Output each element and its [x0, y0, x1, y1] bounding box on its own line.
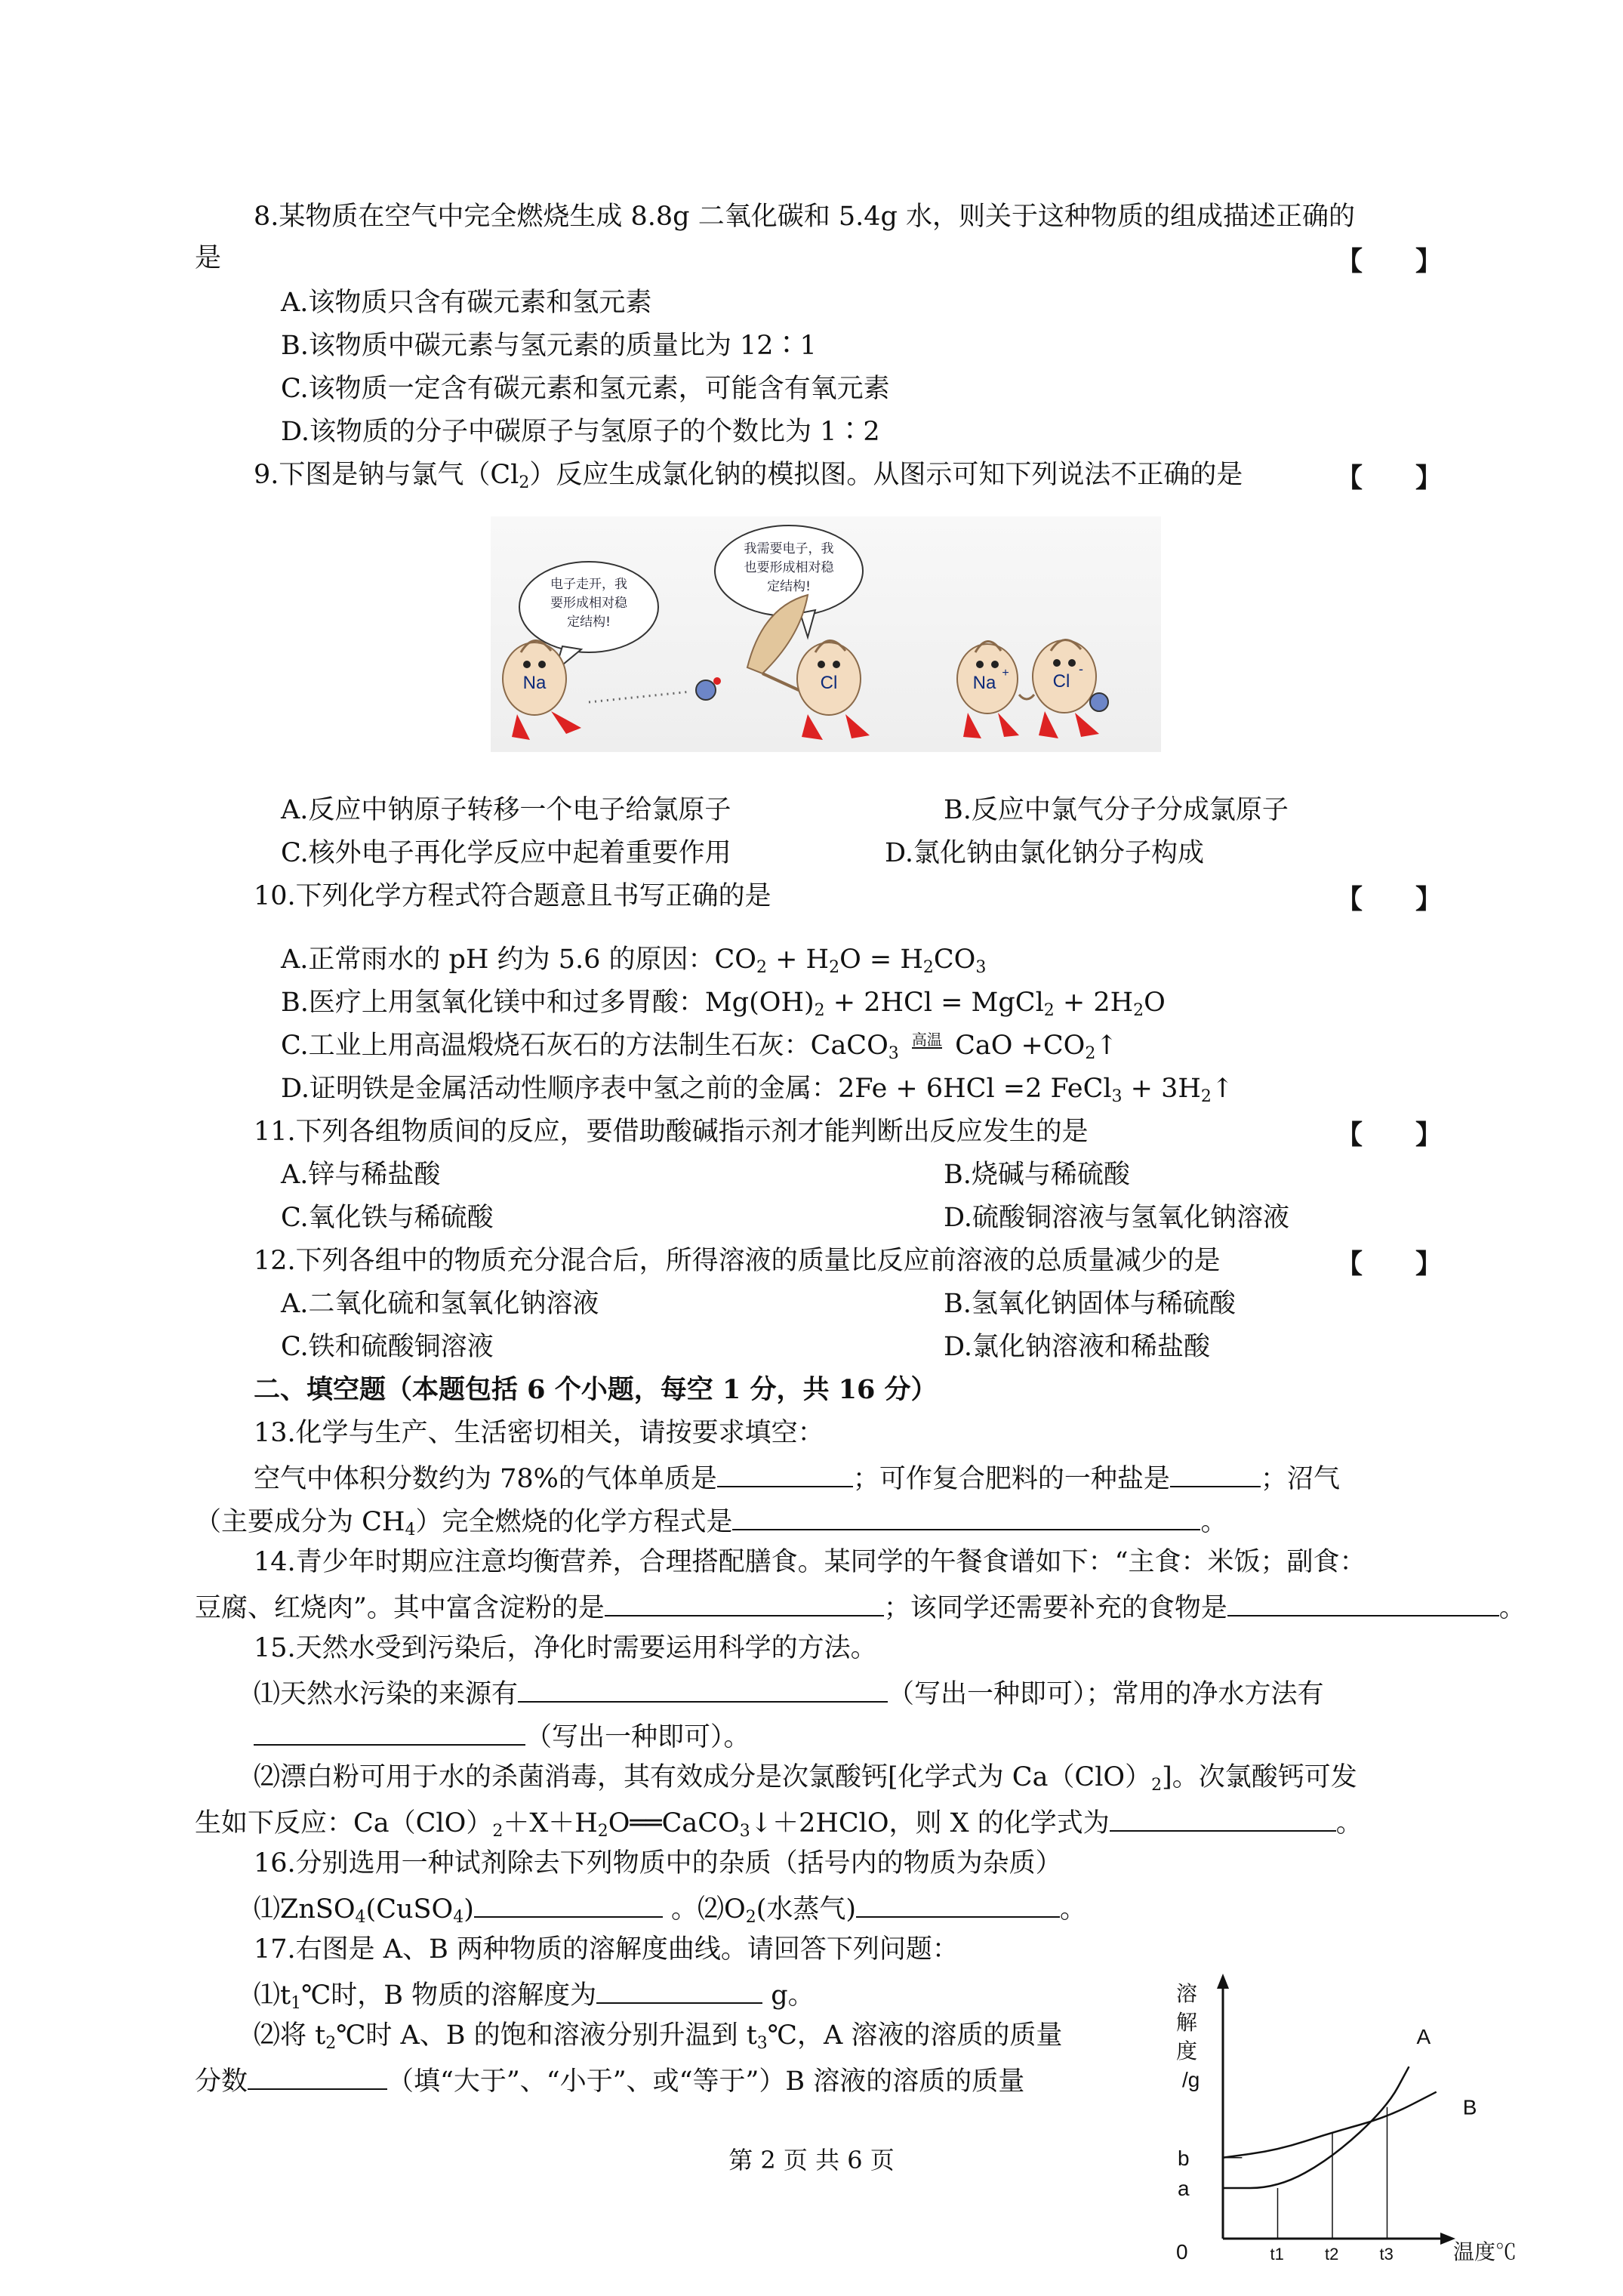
- q13-line2: （主要成分为 $CH_4$）完全燃烧的化学方程式是 。: [195, 1502, 1227, 1548]
- q16-stem: 16.分别选用一种试剂除去下列物质中的杂质（括号内的物质为杂质）: [254, 1848, 1062, 1878]
- q16-blank-1[interactable]: [474, 1889, 663, 1918]
- cl-ion-label: Cl: [1052, 671, 1070, 692]
- q11-option-d: D.硫酸铜溶液与氢氧化钠溶液: [944, 1203, 1289, 1233]
- sodium-chlorine-illustration: [491, 516, 1161, 752]
- q12-option-d: D.氯化钠溶液和稀盐酸: [944, 1332, 1210, 1362]
- q14-line2: 豆腐、红烧肉”。其中富含淀粉的是 ；该同学还需要补充的食物是 。: [195, 1588, 1526, 1626]
- q8-option-a: A.该物质只含有碳元素和氢元素: [281, 288, 652, 318]
- na-bubble-text-2: 要形成相对稳: [550, 596, 627, 611]
- q10-stem: 10.下列化学方程式符合题意且书写正确的是: [254, 881, 771, 911]
- curve-label-B: B: [1462, 2095, 1477, 2119]
- q8-option-c: C.该物质一定含有碳元素和氢元素，可能含有氧元素: [281, 374, 890, 404]
- x-tick-t2: t2: [1325, 2245, 1339, 2264]
- origin-label: 0: [1176, 2240, 1188, 2264]
- q12-stem: 12.下列各组中的物质充分混合后，所得溶液的质量比反应前溶液的总质量减少的是: [254, 1246, 1221, 1276]
- q11-answer-bracket[interactable]: 【 】: [1336, 1120, 1443, 1151]
- section-2-heading: 二、填空题（本题包括 6 个小题，每空 1 分，共 16 分）: [254, 1374, 938, 1405]
- q11-option-b: B.烧碱与稀硫酸: [944, 1160, 1130, 1190]
- q8-option-b: B.该物质中碳元素与氢元素的质量比为 12∶1: [281, 331, 817, 361]
- q17-part2-cont: 分数 （填“大于”、“小于”、或“等于”）B 溶液的溶质的质量: [195, 2061, 1024, 2099]
- q17-blank-2[interactable]: [248, 2061, 387, 2090]
- x-tick-t3: t3: [1379, 2245, 1394, 2264]
- q10-option-c: C.工业上用高温煅烧石灰石的方法制生石灰：CaCO$_3$ 高温 CaO $+CO_2↑$: [281, 1031, 1118, 1063]
- q8-option-d: D.该物质的分子中碳原子与氢原子的个数比为 1∶2: [281, 417, 880, 447]
- y-label-4: /g: [1182, 2068, 1200, 2091]
- q12-answer-bracket[interactable]: 【 】: [1336, 1249, 1443, 1280]
- q17-part1: $⑴t_1℃$时，B 物质的溶解度为 g。: [254, 1975, 815, 2021]
- q9-option-c: C.核外电子再化学反应中起着重要作用: [281, 838, 731, 868]
- na-ion-character: [957, 641, 1019, 738]
- q16-parts: ⑴ZnSO$_4$(CuSO$_4$) 。$⑵O_2$(水蒸气) 。: [254, 1889, 1086, 1935]
- q15-blank-3[interactable]: [1110, 1803, 1336, 1832]
- q17-blank-1[interactable]: [596, 1975, 762, 2004]
- q9-option-a: A.反应中钠原子转移一个电子给氯原子: [281, 795, 731, 825]
- q15-part1: ⑴天然水污染的来源有 （写出一种即可）；常用的净水方法有: [254, 1674, 1324, 1712]
- na-atom-label: Na: [522, 673, 547, 693]
- cl-atom-label: Cl: [820, 673, 838, 693]
- q13-blank-2[interactable]: [1170, 1459, 1261, 1487]
- q15-part1-cont: （写出一种即可）。: [254, 1717, 750, 1755]
- q15-part2-cont: 生如下反应：$Ca(ClO)_2+X+H_2O══CaCO_3↓+2HClO$，则 X 的化学式为 。: [195, 1803, 1363, 1849]
- na-ion-charge: +: [1002, 667, 1009, 680]
- q13-line1: 空气中体积分数约为 78%的气体单质是 ；可作复合肥料的一种盐是 ；沼气: [254, 1459, 1340, 1496]
- q15-stem: 15.天然水受到污染后，净化时需要运用科学的方法。: [254, 1633, 877, 1663]
- cl-bubble-text-2: 也要形成相对稳: [744, 560, 834, 575]
- x-tick-t1: t1: [1270, 2245, 1284, 2264]
- curve-label-A: A: [1416, 2025, 1431, 2049]
- q15-blank-2[interactable]: [254, 1717, 525, 1746]
- q8-stem-line2: 是: [195, 243, 222, 273]
- na-bubble-text-3: 定结构!: [567, 615, 611, 630]
- q10-option-a: A.正常雨水的 pH 约为 5.6 的原因：$CO_2 + H_2O = H_2CO_3$: [281, 945, 987, 977]
- y-tick-a: a: [1178, 2177, 1190, 2200]
- q10-option-d: D.证明铁是金属活动性顺序表中氢之前的金属：2Fe + 6HCl =2 FeCl$_3$ + $3H_2↑$: [281, 1074, 1234, 1106]
- y-axis-arrow: [1217, 1974, 1229, 1989]
- y-label-1: 溶: [1176, 1982, 1198, 2005]
- q17-part2: ⑵将 $t_2℃$时 A、B 的饱和溶液分别升温到 $t_3℃$，A 溶液的溶质的质量: [254, 2020, 1063, 2053]
- na-ion-label: Na: [972, 673, 996, 693]
- cl-atom-character: [797, 640, 870, 740]
- q17-stem: 17.右图是 A、B 两种物质的溶解度曲线。请回答下列问题：: [254, 1934, 959, 1965]
- q14-blank-2[interactable]: [1227, 1588, 1499, 1616]
- q8-answer-bracket[interactable]: 【 】: [1336, 246, 1443, 277]
- q9-option-d: D.氯化钠由氯化钠分子构成: [885, 838, 1204, 868]
- q12-option-b: B.氢氧化钠固体与稀硫酸: [944, 1289, 1236, 1319]
- q9-answer-bracket[interactable]: 【 】: [1336, 463, 1443, 494]
- q9-option-b: B.反应中氯气分子分成氯原子: [944, 795, 1289, 825]
- q9-stem: 9.下图是钠与氯气$(Cl_2)$反应生成氯化钠的模拟图。从图示可知下列说法不正确的是: [254, 460, 1243, 492]
- q10-option-b: B.医疗上用氢氧化镁中和过多胃酸：$Mg(OH)_2 + 2HCl$ = MgCl$_2$ + $2H_2O$: [281, 988, 1166, 1020]
- q11-option-c: C.氧化铁与稀硫酸: [281, 1203, 494, 1233]
- q13-blank-3[interactable]: [732, 1502, 1200, 1530]
- y-label-3: 度: [1176, 2039, 1198, 2063]
- cl-bubble-text-1: 我需要电子，我: [744, 541, 834, 556]
- q10-answer-bracket[interactable]: 【 】: [1336, 884, 1443, 915]
- page-footer: 第 2 页 共 6 页: [728, 2146, 895, 2174]
- q8-stem-line1: 8.某物质在空气中完全燃烧生成 8.8g 二氧化碳和 5.4g 水，则关于这种物质的组成描述正确的: [254, 202, 1356, 232]
- q14-line1: 14.青少年时期应注意均衡营养，合理搭配膳食。某同学的午餐食谱如下：“主食：米饭；副食：: [254, 1547, 1366, 1577]
- na-bubble-text-1: 电子走开，我: [550, 577, 627, 592]
- reaction-condition: 高温: [911, 1031, 942, 1049]
- x-label: 温度℃: [1453, 2240, 1517, 2264]
- q11-option-a: A.锌与稀盐酸: [281, 1160, 441, 1190]
- cl-bubble-text-3: 定结构!: [767, 579, 811, 594]
- q12-option-a: A.二氧化硫和氢氧化钠溶液: [281, 1289, 599, 1319]
- q13-stem: 13.化学与生产、生活密切相关，请按要求填空：: [254, 1418, 824, 1448]
- cl-ion-character: [1019, 639, 1108, 738]
- q12-option-c: C.铁和硫酸铜溶液: [281, 1332, 494, 1362]
- q13-blank-1[interactable]: [717, 1459, 853, 1487]
- q11-stem: 11.下列各组物质间的反应，要借助酸碱指示剂才能判断出反应发生的是: [254, 1117, 1089, 1147]
- solubility-curve-chart: [1155, 1948, 1517, 2265]
- q15-blank-1[interactable]: [518, 1674, 888, 1703]
- q14-blank-1[interactable]: [605, 1588, 884, 1616]
- electron-trail: [589, 677, 721, 702]
- q15-part2: ⑵漂白粉可用于水的杀菌消毒，其有效成分是次氯酸钙[化学式为 $Ca(ClO)_2$]。次氯酸钙可发: [254, 1762, 1357, 1795]
- y-tick-b: b: [1178, 2146, 1190, 2170]
- y-label-2: 解: [1176, 2011, 1198, 2034]
- cl-ion-charge: -: [1079, 661, 1083, 676]
- q16-blank-2[interactable]: [856, 1889, 1060, 1918]
